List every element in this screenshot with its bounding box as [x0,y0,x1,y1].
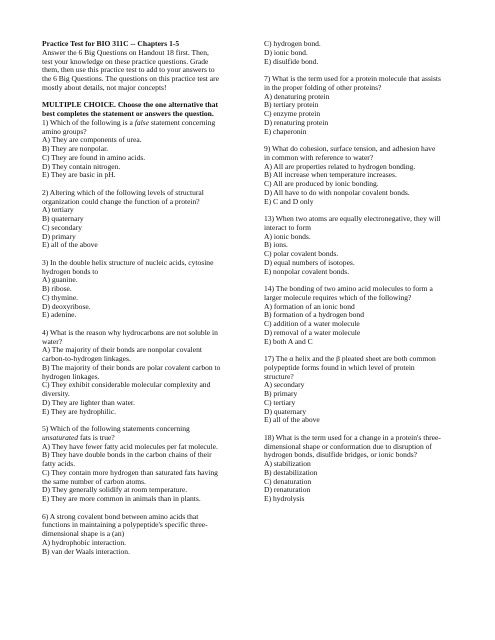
question-3 [42,259,247,320]
question-stem: in common with reference to water? [264,152,374,162]
question-stem: 5) Which of the following statements concerning [42,424,190,433]
question-stem: interact to form [264,222,311,232]
answer-option: C) denaturation [264,476,312,486]
answer-option: A) They have fewer fatty acid molecules per fat molecule. [42,441,218,451]
answer-option: B) They are nonpolar. [42,144,109,153]
answer-option: E) both A and C [264,336,313,346]
question-stem: functions in maintaining a polypeptide's specific three- [42,520,208,530]
question-stem: dimensional shape is a (an) [42,529,125,538]
answer-option: C) secondary [42,222,83,232]
answer-option: A) stabilization [264,459,311,468]
intro-paragraph [42,49,247,93]
answer-option: D) equal numbers of isotopes. [264,257,355,267]
answer-option: D) They contain nitrogen. [42,161,121,171]
question-stem: 13) When two atoms are equally electronegative, they will [264,214,441,223]
question-stem: 7) What is the term used for a protein molecule that assists [264,74,441,83]
question-14 [264,285,469,346]
answer-option: D) deoxyribose. [42,301,91,311]
question-9 [264,145,469,206]
question-stem: 14) The bonding of two amino acid molecules to form a [264,284,433,293]
answer-option: C) addition of a water molecule [264,319,360,328]
answer-option: D) quaternary [264,406,307,416]
answer-option: A) secondary [264,380,305,390]
answer-option: fatty acids. [42,459,76,468]
section-title: best completes the statement or answers the question. [42,109,214,118]
answer-option: B) ribose. [42,284,72,293]
answer-option: A) hydrophobic interaction. [42,537,127,547]
question-2 [42,189,247,250]
question-stem: 2) Altering which of the following levels of structural [42,187,204,197]
answer-option: E) all of the above [42,240,98,250]
answer-option: A) denaturing protein [264,91,330,101]
question-stem: dimensional shape or conformation due to disruption of [264,441,432,451]
section-title: MULTIPLE CHOICE. Choose the one alternative that [42,100,219,110]
question-1 [42,119,247,180]
answer-option: E) adenine. [42,310,77,320]
question-6-continued [264,40,469,66]
question-5 [42,425,247,504]
answer-option: C) tertiary [264,397,296,407]
answer-option: A) All are properties related to hydrogen bonding. [264,161,416,171]
answer-option: B) destabilization [264,467,318,477]
answer-option: C) polar covalent bonds. [264,249,339,258]
answer-option: D) All have to do with nonpolar covalent bonds. [264,187,410,197]
question-stem: amino groups? [42,126,87,136]
answer-option: E) hydrolysis [264,494,305,503]
question-stem: hydrogen bonds, disulfide bridges, or ionic bonds? [264,450,418,460]
answer-option: A) tertiary [42,205,74,215]
answer-option: A) The majority of their bonds are nonpolar covalent [42,345,202,355]
question-stem: 1) Which of the following is a false statement concerning [42,117,216,127]
question-stem: polypeptide forms found in which level of protein [264,362,415,372]
question-stem: hydrogen bonds to [42,266,99,276]
question-stem: unsaturated fats is true? [42,432,115,442]
question-stem: 17) The α helix and the β pleated sheet are both common [264,354,436,363]
two-column-layout [42,40,469,556]
emphasis-text: unsaturated [42,432,79,442]
answer-option: B) All increase when temperature increases. [264,170,397,180]
answer-option: D) primary [42,231,76,241]
question-stem: 3) In the double helix structure of nucleic acids, cytosine [42,257,214,267]
answer-option: the same number of carbon atoms. [42,476,146,486]
question-stem: 4) What is the reason why hydrocarbons are not soluble in [42,327,218,337]
answer-option: C) hydrogen bond. [264,39,321,48]
answer-option: A) ionic bonds. [264,231,311,241]
answer-option: E) chaperonin [264,126,307,136]
left-column [42,40,247,556]
question-stem: 18) What is the term used for a change in a protein's three- [264,432,441,442]
intro-line: them, then use this practice test to add to your answers to [42,65,215,75]
answer-option: C) They exhibit considerable molecular complexity and [42,380,211,390]
answer-option: B) formation of a hydrogen bond [264,310,364,320]
answer-option: B) van der Waals interaction. [42,546,130,556]
question-stem: water? [42,336,63,346]
question-13 [264,215,469,276]
answer-option: C) thymine. [42,292,79,302]
answer-option: D) ionic bond. [264,47,308,57]
answer-option: E) They are hydrophilic. [42,406,117,416]
answer-option: B) The majority of their bonds are polar covalent carbon to [42,362,221,372]
question-18 [264,434,469,504]
answer-option: C) enzyme protein [264,109,321,118]
answer-option: D) They are lighter than water. [42,397,135,407]
answer-option: E) C and D only [264,196,314,206]
answer-option: E) They are basic in pH. [42,170,116,180]
answer-option: A) formation of an ionic bond [264,301,355,311]
answer-option: diversity. [42,389,70,398]
answer-option: E) disulfide bond. [264,56,319,66]
emphasis-text: false [134,117,149,127]
answer-option: D) renaturation [264,485,311,495]
answer-option: D) renaturing protein [264,117,329,127]
answer-option: C) They are found in amino acids. [42,152,146,162]
answer-option: B) They have double bonds in the carbon chains of their [42,450,212,460]
answer-option: B) quaternary [42,214,84,223]
question-stem: structure? [264,371,294,381]
document-title: Practice Test for BIO 311C -- Chapters 1-5 [42,39,180,48]
answer-option: B) ions. [264,240,288,250]
question-6 [42,513,247,557]
question-stem: 9) What do cohesion, surface tension, and adhesion have [264,144,436,153]
question-7 [264,75,469,136]
answer-option: C) All are produced by ionic bonding. [264,179,379,188]
answer-option: A) guanine. [42,275,78,285]
question-stem: larger molecule requires which of the following? [264,292,412,302]
answer-option: B) tertiary protein [264,100,319,110]
answer-option: E) all of the above [264,415,320,425]
intro-line: Answer the 6 Big Questions on Handout 18 first. Then, [42,47,209,57]
question-stem: in the proper folding of other proteins? [264,82,382,92]
intro-line: mostly about details, not major concepts! [42,82,167,92]
answer-option: C) They contain more hydrogen than saturated fats having [42,467,218,477]
question-4 [42,329,247,417]
question-stem: organization could change the function of a protein? [42,196,200,206]
question-17 [264,355,469,425]
answer-option: D) removal of a water molecule [264,327,361,337]
answer-option: E) nonpolar covalent bonds. [264,266,350,276]
answer-option: E) They are more common in animals than in plants. [42,494,201,503]
answer-option: hydrogen linkages. [42,371,100,381]
intro-line: the 6 Big Questions. The questions on this practice test are [42,74,219,83]
answer-option: D) They generally solidify at room temperature. [42,485,188,495]
right-column [264,40,469,556]
answer-option: B) primary [264,389,298,398]
question-stem: 6) A strong covalent bond between amino acids that [42,511,199,521]
answer-option: A) They are components of urea. [42,135,142,145]
intro-line: test your knowledge on these practice questions. Grade [42,56,209,66]
answer-option: carbon-to-hydrogen linkages. [42,354,131,363]
